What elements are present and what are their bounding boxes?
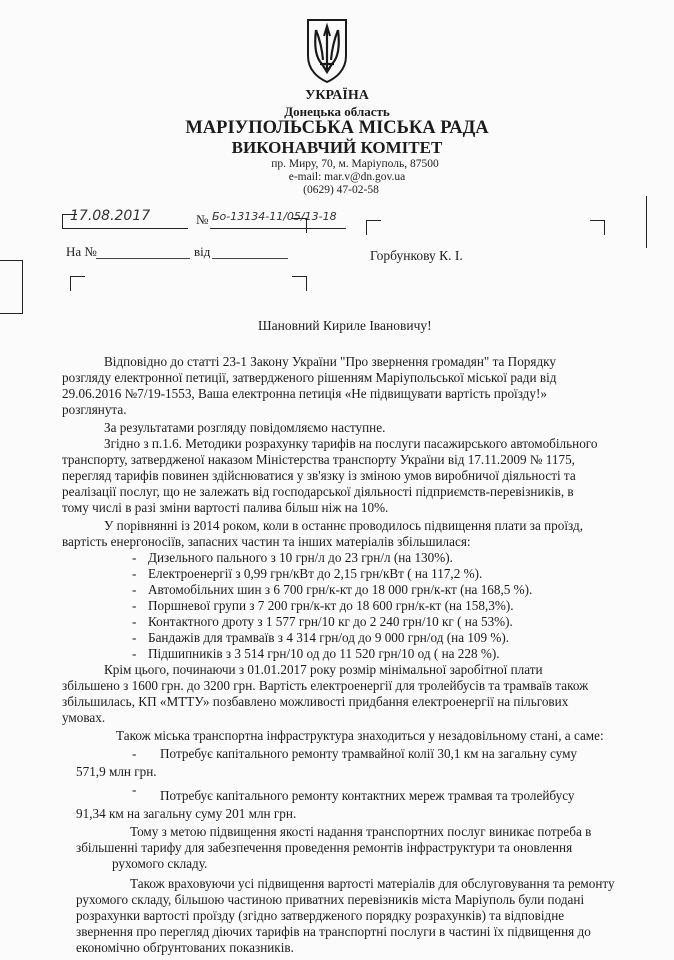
body-line: реалізації послуг, що не залежать від господарської діяльності підприємств-перевізників, в	[62, 484, 574, 499]
registration-number: Бо-13134-11/05/13-18	[212, 210, 337, 223]
body-line: економічно обґрунтованих показників.	[76, 940, 294, 955]
margin-mark	[646, 196, 674, 248]
bullet-mark: -	[132, 746, 137, 761]
body-line: розгляду електронної петиції, затвердженого рішенням Маріупольської міської ради від	[62, 370, 557, 385]
body-line: розглянута.	[62, 402, 127, 417]
body-line: транспорту, затвердженої наказом Міністерства транспорту України від 17.11.2009 № 1175,	[62, 452, 575, 467]
bullet-mark: -	[132, 630, 137, 645]
body-line: 571,9 млн грн.	[76, 764, 157, 779]
corner-mark	[366, 220, 381, 235]
corner-mark	[590, 220, 605, 235]
body-line: 91,34 км на загальну суму 201 млн грн.	[76, 806, 297, 821]
body-line: Відповідно до статті 23-1 Закону України "Про звернення громадян" та Порядку	[104, 354, 556, 369]
body-line: Також враховуючи усі підвищення вартості матеріалів для обслуговування та ремонту	[130, 876, 615, 891]
body-line: збільшилась, КП «МТТУ» позбавлено можливості придбання електроенергії на пільгових	[62, 694, 569, 709]
body-line: 29.06.2016 №7/19-1553, Ваша електронна петиція «Не підвищувати вартість проїзду!»	[62, 386, 547, 401]
header-country: УКРАЇНА	[305, 88, 369, 103]
registration-date-line	[62, 228, 188, 229]
body-line: Потребує капітального ремонту контактних мереж трамвая та тролейбусу	[160, 788, 575, 803]
corner-mark	[292, 218, 307, 233]
list-item: Підшипників з 3 514 грн/10 од до 11 520 грн/10 од ( на 228 %).	[148, 646, 500, 661]
bullet-mark: -	[132, 550, 137, 565]
list-item: Поршневої групи з 7 200 грн/к-кт до 18 600 грн/к-кт (на 158,3%).	[148, 598, 514, 613]
list-item: Електроенергії з 0,99 грн/кВт до 2,15 грн/кВт ( на 117,2 %).	[148, 566, 483, 581]
body-line: вартість енергоносіїв, запасних частин та інших матеріалів збільшилася:	[62, 534, 471, 549]
body-line: розрахунки вартості проїзду (згідно затвердженого порядку розрахунків) та відповідне	[76, 908, 565, 923]
bullet-mark: -	[132, 614, 137, 629]
body-line: звернення про перегляд діючих тарифів на транспортні послуги в частині їх підвищення до	[76, 924, 591, 939]
body-line: Крім цього, починаючи з 01.01.2017 року розмір мінімальної заробітної плати	[104, 662, 543, 677]
list-item: Контактного дроту з 1 577 грн/10 кг до 2 240 грн/10 кг ( на 53%).	[148, 614, 513, 629]
salutation: Шановний Кириле Івановичу!	[258, 318, 432, 333]
header-committee: ВИКОНАВЧИЙ КОМІТЕТ	[231, 138, 443, 157]
header-phone: (0629) 47-02-58	[303, 184, 379, 196]
bullet-mark: -	[132, 646, 137, 661]
corner-mark	[292, 276, 307, 291]
body-line: Також міська транспортна інфраструктура знаходиться у незадовільному стані, а саме:	[116, 728, 604, 743]
margin-mark	[0, 260, 23, 314]
recipient: Горбункову К. І.	[370, 248, 463, 263]
body-line: тому числі в разі зміни вартості палива більш ніж на 10%.	[62, 500, 389, 515]
body-line: перегляд тарифів повинен здійснюватися у зв'язку із зміною умов виробничої діяльності та	[62, 468, 576, 483]
registration-date: 17.08.2017	[70, 208, 151, 224]
header-region: Донецька область	[284, 104, 390, 119]
body-line: За результатами розгляду повідомляємо наступне.	[104, 420, 386, 435]
bullet-mark: -	[132, 582, 137, 597]
body-line: рухомого складу.	[112, 856, 208, 871]
body-line: Згідно з п.1.6. Методики розрахунку тарифів на послуги пасажирського автомобільного	[104, 436, 598, 451]
bullet-mark: -	[132, 782, 137, 797]
body-line: Тому з метою підвищення якості надання транспортних послуг виникає потреба в	[130, 824, 592, 839]
list-item: Дизельного пального з 10 грн/л до 23 грн/л (на 130%).	[148, 550, 453, 565]
reference-from-label: від	[194, 244, 211, 259]
header-email: e-mail: mar.v@dn.gov.ua	[288, 171, 406, 183]
header-address: пр. Миру, 70, м. Маріуполь, 87500	[271, 158, 439, 170]
body-line: рухомого складу, більшою частиною приватних перевізників міста Маріуполь були подані	[76, 892, 585, 907]
body-line: збільшенні тарифу для забезпечення проведення ремонтів інфраструктури та оновлення	[76, 840, 573, 855]
reference-date-line	[212, 258, 288, 259]
body-line: умовах.	[62, 710, 106, 725]
list-item: Автомобільних шин з 6 700 грн/к-кт до 18 000 грн/к-кт (на 168,5 %).	[148, 582, 533, 597]
reference-label: На №	[66, 244, 97, 259]
reference-number-line	[96, 258, 190, 259]
bullet-mark: -	[132, 598, 137, 613]
corner-mark	[62, 214, 77, 229]
body-line: Потребує капітального ремонту трамвайної колії 30,1 км на загальну суму	[160, 746, 578, 761]
corner-mark	[70, 276, 85, 291]
body-line: У порівнянні із 2014 роком, коли в останнє проводилось підвищення плати за проїзд,	[104, 518, 583, 533]
bullet-mark: -	[132, 566, 137, 581]
coat-of-arms-icon	[304, 16, 350, 84]
registration-number-line	[210, 228, 346, 229]
body-line: збільшено з 1600 грн. до 3200 грн. Вартість електроенергії для тролейбусів та трамваїв також	[62, 678, 589, 693]
list-item: Бандажів для трамваїв з 4 314 грн/од до 9 000 грн/од (на 109 %).	[148, 630, 510, 645]
registration-number-sign: №	[196, 212, 209, 227]
header-council: МАРІУПОЛЬСЬКА МІСЬКА РАДА	[185, 118, 489, 138]
